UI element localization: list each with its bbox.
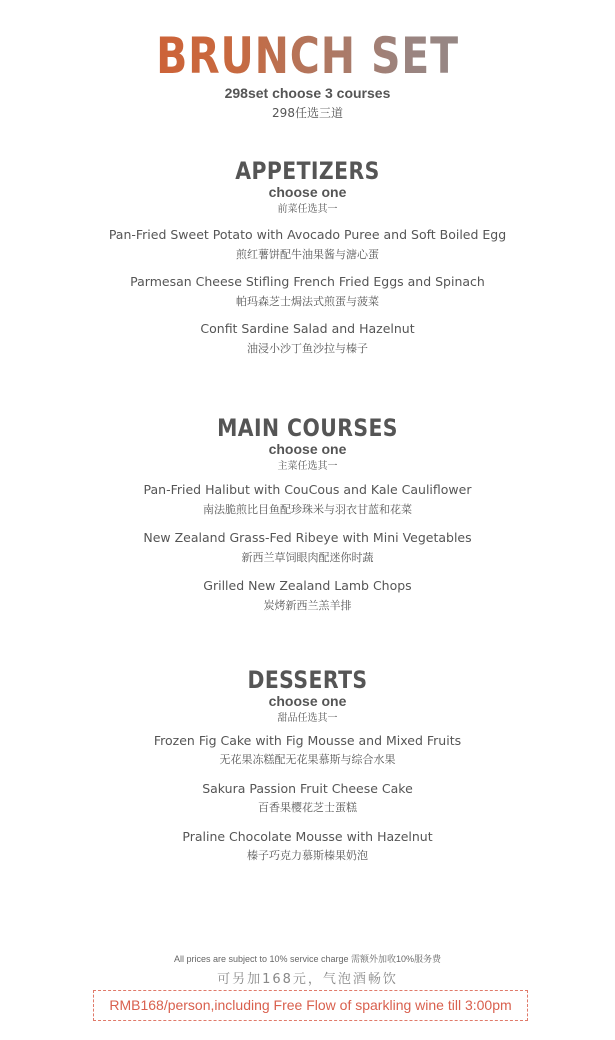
main-item-2: New Zealand Grass-Fed Ribeye with Mini Vegetables	[143, 530, 472, 545]
dessert-item-3-cn: 榛子巧克力慕斯榛果奶泡	[247, 849, 368, 862]
main-courses-heading: MAIN COURSES	[217, 414, 398, 442]
dessert-item-2: Sakura Passion Fruit Cheese Cake	[202, 781, 413, 796]
menu-title: BRUNCH SET	[55, 26, 559, 86]
menu-subtitle: 298set choose 3 courses	[224, 85, 391, 101]
desserts-heading: DESSERTS	[247, 666, 368, 694]
dessert-item-1: Frozen Fig Cake with Fig Mousse and Mixed Fruits	[153, 733, 462, 748]
appetizer-item-1-cn: 煎红薯饼配牛油果酱与溏心蛋	[236, 248, 379, 261]
dessert-item-3: Praline Chocolate Mousse with Hazelnut	[182, 829, 433, 844]
main-item-1-cn: 南法脆煎比目鱼配珍珠米与羽衣甘蓝和花菜	[203, 503, 412, 516]
desserts-choose-cn: 甜品任选其一	[277, 713, 338, 724]
dessert-item-1-cn: 无花果冻糕配无花果慕斯与综合水果	[219, 753, 396, 766]
appetizer-item-3-cn: 油浸小沙丁鱼沙拉与榛子	[247, 342, 368, 355]
appetizers-choose: choose one	[268, 184, 347, 200]
appetizer-item-2: Parmesan Cheese Stifling French Fried Eggs and Spinach	[130, 274, 485, 289]
dessert-item-2-cn: 百香果樱花芝士蛋糕	[258, 801, 357, 814]
sparkling-wine-offer: RMB168/person,including Free Flow of sparkling wine till 3:00pm	[109, 997, 512, 1013]
appetizers-choose-cn: 前菜任选其一	[277, 204, 338, 215]
main-item-3: Grilled New Zealand Lamb Chops	[203, 578, 412, 593]
desserts-choose: choose one	[268, 693, 347, 709]
main-item-1: Pan-Fried Halibut with CouCous and Kale Cauliflower	[143, 482, 472, 497]
appetizer-item-2-cn: 帕玛森芝士焗法式煎蛋与菠菜	[236, 295, 379, 308]
sparkling-wine-offer-cn: 可另加168元，气泡酒畅饮	[217, 972, 398, 987]
appetizers-heading: APPETIZERS	[235, 157, 380, 185]
service-charge-note: All prices are subject to 10% service charge 需额外加收10%服务费	[173, 954, 442, 964]
main-courses-choose-cn: 主菜任选其一	[277, 461, 338, 472]
main-item-2-cn: 新西兰草饲眼肉配迷你时蔬	[241, 551, 374, 564]
menu-subtitle-cn: 298任选三道	[272, 106, 343, 120]
appetizer-item-1: Pan-Fried Sweet Potato with Avocado Puree and Soft Boiled Egg	[108, 227, 507, 242]
main-item-3-cn: 炭烤新西兰羔羊排	[263, 599, 352, 612]
sparkling-wine-offer-box	[93, 990, 528, 1021]
main-courses-choose: choose one	[268, 441, 347, 457]
appetizer-item-3: Confit Sardine Salad and Hazelnut	[200, 321, 415, 336]
